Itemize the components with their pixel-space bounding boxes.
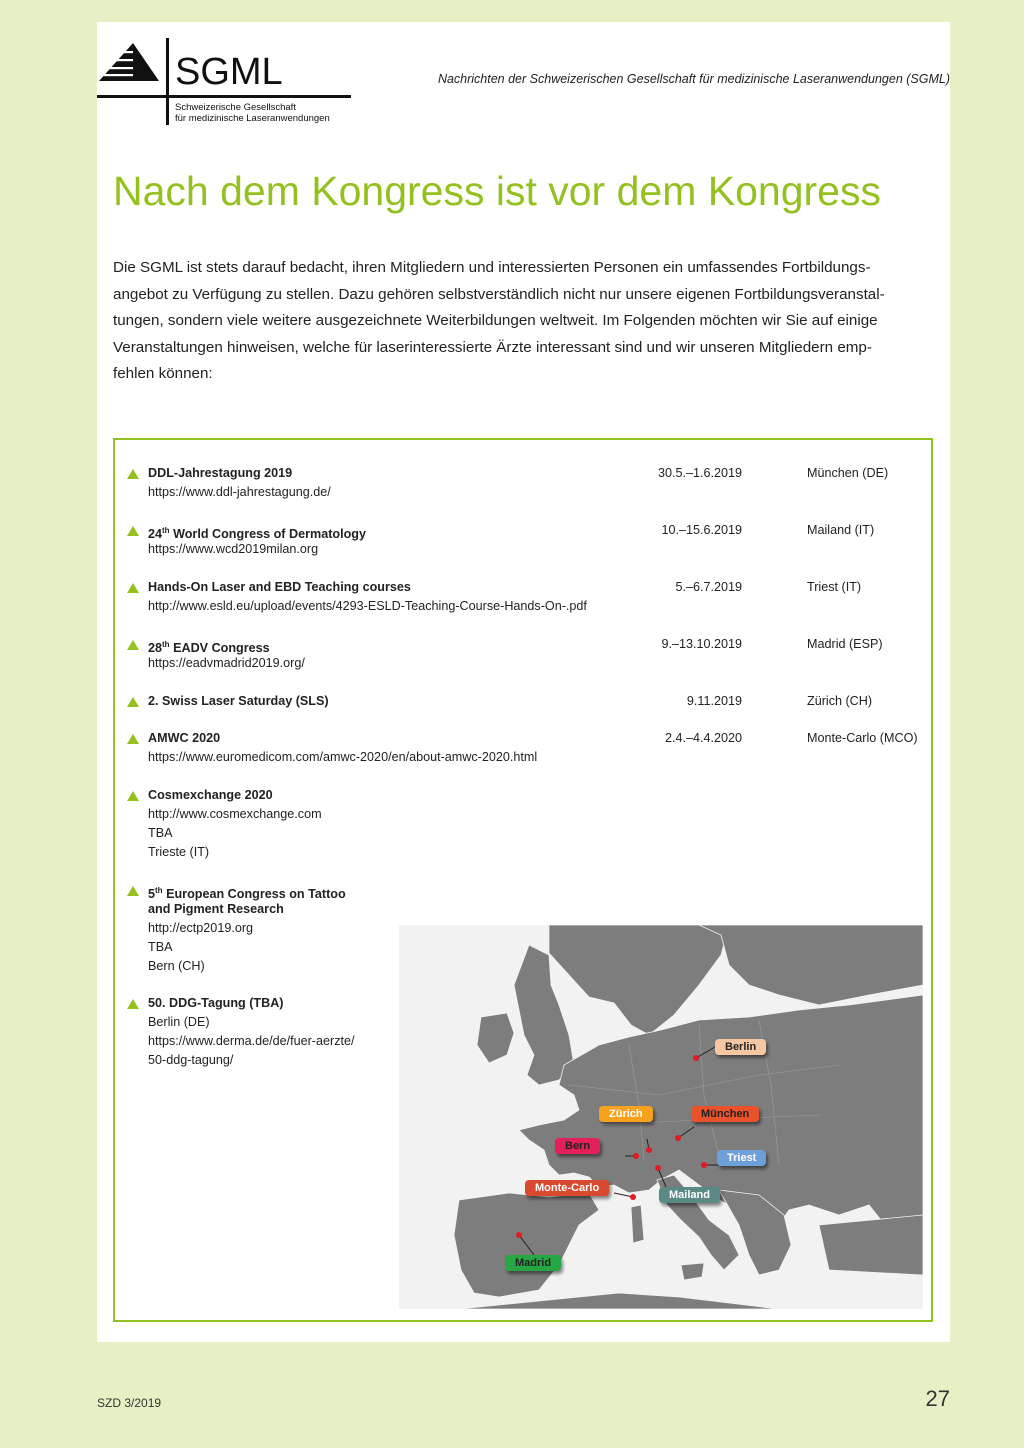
intro-line: angebot zu Verfügung zu stellen. Dazu gehören selbstverständlich nicht nur unsere eigenen Fortbildungsveranstal- [113,285,885,303]
event-place: Madrid (ESP) [807,637,883,651]
event-title-ordinal: th [162,526,170,535]
sgml-logo-mark [99,43,159,83]
event-title-text: Cosmexchange 2020 [148,788,273,802]
triangle-bullet-icon [127,640,139,650]
page [97,22,950,1342]
event-link[interactable]: http://ectp2019.org [148,921,254,935]
event-date: 10.–15.6.2019 [661,523,742,537]
event-place: München (DE) [807,466,889,480]
event-title-text: EADV Congress [169,641,270,656]
events-box [113,438,933,1322]
event-detail: Berlin (DE) [148,1015,210,1029]
page-title: Nach dem Kongress ist vor dem Kongress [113,168,881,214]
event-place: Monte-Carlo (MCO) [807,731,918,745]
event-title-text: 50. DDG-Tagung (TBA) [148,996,284,1010]
triangle-bullet-icon [127,469,139,479]
event-title-ordinal: th [155,886,163,895]
event-link[interactable]: https://eadvmadrid2019.org/ [148,656,305,670]
map-label-madrid: Madrid [505,1255,561,1271]
event-date: 9.–13.10.2019 [661,637,742,651]
event-title-text: 2. Swiss Laser Saturday (SLS) [148,694,329,708]
event-link[interactable]: https://www.wcd2019milan.org [148,542,319,556]
logo-sub-line-2: für medizinische Laseranwendungen [175,113,330,124]
map-label-monte-carlo: Monte-Carlo [525,1180,609,1196]
intro-line: fehlen können: [113,365,213,383]
intro-line: tungen, sondern viele weitere ausgezeichnete Weiterbildungen weltweit. Im Folgenden möchten wir Sie auf einige [113,312,878,330]
event-title-text: AMWC 2020 [148,731,221,745]
triangle-bullet-icon [127,791,139,801]
triangle-bullet-icon [127,583,139,593]
map-label-mailand: Mailand [659,1187,720,1203]
event-detail: TBA [148,940,173,954]
event-place: Zürich (CH) [807,694,873,708]
event-date: 2.4.–4.4.2020 [664,731,742,745]
event-link[interactable]: 50-ddg-tagung/ [148,1053,234,1067]
logo-subtitle [175,102,330,124]
event-link[interactable]: https://www.derma.de/de/fuer-aerzte/ [148,1034,355,1048]
footer-issue: SZD 3/2019 [97,1396,162,1410]
event-title-text: DDL-Jahrestagung 2019 [148,466,293,480]
event-title-number: 5 [148,887,156,902]
event-title [148,464,292,483]
event-place: Triest (IT) [807,580,862,594]
event-title-line-2: and Pigment Research [148,902,284,916]
event-title [148,786,273,805]
map-label-muenchen: München [691,1106,759,1122]
intro-line: Die SGML ist stets darauf bedacht, ihren Mitgliedern und interessierten Personen ein umfassendes Fortbildungs- [113,259,871,276]
intro-paragraph [113,255,923,388]
event-date: 5.–6.7.2019 [675,580,742,594]
event-title [148,692,329,711]
event-link[interactable]: https://www.ddl-jahrestagung.de/ [148,485,331,499]
event-title-number: 28 [148,641,163,656]
event-title [148,578,411,597]
event-date: 9.11.2019 [686,694,742,708]
event-detail: TBA [148,826,173,840]
event-title-text: European Congress on Tattoo [162,887,346,902]
header-tagline: Nachrichten der Schweizerischen Gesellschaft für medizinische Laseranwendungen (SGML) [437,72,950,86]
event-date: 30.5.–1.6.2019 [657,466,742,480]
event-link[interactable]: http://www.cosmexchange.com [148,807,322,821]
map-label-bern: Bern [555,1138,600,1154]
triangle-bullet-icon [127,999,139,1009]
event-title [148,994,284,1013]
triangle-bullet-icon [127,526,139,536]
event-title-ordinal: th [162,640,170,649]
event-detail: Trieste (IT) [148,845,210,859]
triangle-bullet-icon [127,886,139,896]
event-link[interactable]: http://www.esld.eu/upload/events/4293-ESLD-Teaching-Course-Hands-On-.pdf [148,599,587,613]
logo-sub-line-1: Schweizerische Gesellschaft [175,102,296,113]
triangle-bullet-icon [127,734,139,744]
footer-page-number: 27 [925,1386,950,1411]
map-label-zuerich: Zürich [599,1106,653,1122]
triangle-bullet-icon [127,697,139,707]
europe-map-shapes [399,925,923,1309]
europe-map [399,925,923,1309]
event-place: Mailand (IT) [807,523,875,537]
event-link[interactable]: https://www.euromedicom.com/amwc-2020/en/about-amwc-2020.html [148,750,538,764]
event-title [148,729,220,748]
map-label-triest: Triest [717,1150,766,1166]
logo-name: SGML [175,51,283,93]
event-detail: Bern (CH) [148,959,205,973]
logo-vertical-rule [166,38,169,125]
logo-horizontal-rule [97,95,351,98]
event-title-number: 24 [148,527,163,542]
map-label-berlin: Berlin [715,1039,766,1055]
intro-line: Veranstaltungen hinweisen, welche für laserinteressierte Ärzte interessant sind und wir unseren Mitgliedern emp- [113,338,872,356]
event-title-text: World Congress of Dermatology [169,527,366,542]
event-title-text: Hands-On Laser and EBD Teaching courses [148,580,411,594]
